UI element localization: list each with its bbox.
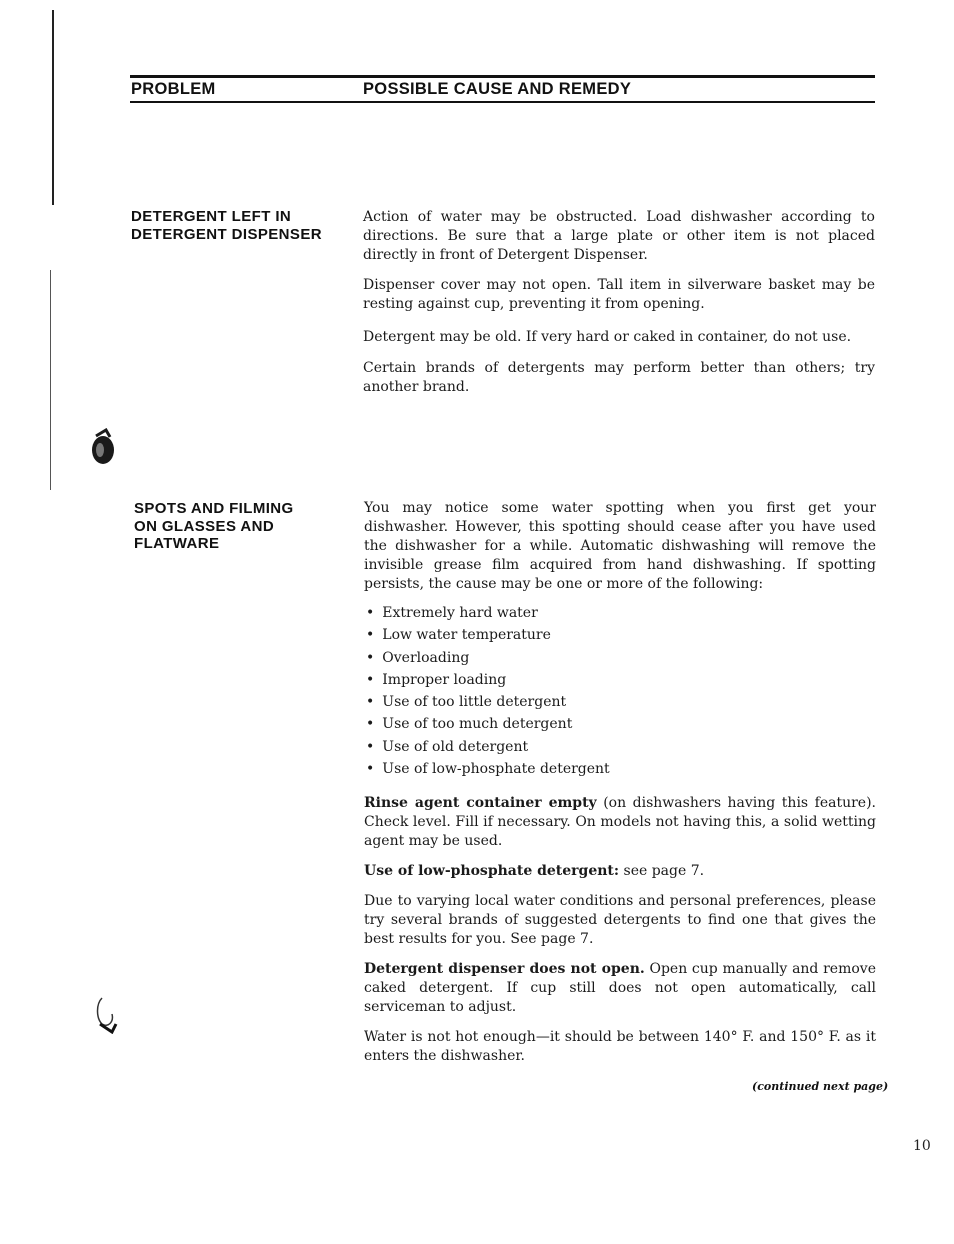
remedy-paragraph: Certain brands of detergents may perform better than others; try another brand. <box>363 360 875 395</box>
remedy-rinse-agent <box>364 794 876 851</box>
cause-list <box>364 602 876 780</box>
remedy-varying-conditions: Due to varying local water conditions and personal preferences, please try several brands of suggested detergents to find one that gives the best results for you. See page 7. <box>364 893 876 948</box>
cause-item: • Low water temperature <box>364 624 876 646</box>
problem-title-line: DETERGENT LEFT IN <box>131 208 292 225</box>
binder-hole-mark <box>90 994 120 1034</box>
header-bottom-rule <box>130 101 875 103</box>
binding-edge-mark <box>52 10 54 205</box>
problem-column-header: PROBLEM <box>131 80 216 98</box>
cause-item: • Use of too little detergent <box>364 691 876 713</box>
remedy-low-phosphate-text: see page 7. <box>619 863 705 880</box>
remedy-paragraph: Action of water may be obstructed. Load dishwasher according to directions. Be sure that a large plate or other item is not placed directly in front of Detergent Dispenser. <box>363 209 875 263</box>
remedy-paragraph: Detergent may be old. If very hard or caked in container, do not use. <box>363 329 852 345</box>
remedy-dispenser-lead: Detergent dispenser does not open. <box>364 961 645 978</box>
remedy-rinse-agent-text: (on dishwashers having this feature). Check level. Fill if necessary. On models not having this, a solid wetting agent may be used. <box>364 795 876 850</box>
binding-edge-mark <box>50 270 51 490</box>
binder-hole-mark <box>86 428 120 468</box>
remedy-dispenser-text: Open cup manually and remove caked detergent. If cup still does not open automatically, call serviceman to adjust. <box>364 961 876 1016</box>
remedy-detergent-left <box>363 208 875 408</box>
problem-title-line: ON GLASSES AND <box>134 517 275 535</box>
remedy-dispenser <box>364 960 876 1017</box>
remedy-paragraph: Dispenser cover may not open. Tall item in silverware basket may be resting against cup, preventing it from opening. <box>363 277 875 312</box>
cause-item: • Use of too much detergent <box>364 713 876 735</box>
cause-item: • Extremely hard water <box>364 602 876 624</box>
cause-column-header: POSSIBLE CAUSE AND REMEDY <box>363 80 632 98</box>
problem-title-line: SPOTS AND FILMING <box>134 500 294 517</box>
page-number: 10 <box>913 1138 931 1154</box>
remedy-spots-filming <box>364 499 876 1077</box>
cause-item: • Use of low-phosphate detergent <box>364 758 876 780</box>
remedy-water-temperature: Water is not hot enough—it should be between 140° F. and 150° F. as it enters the dishwasher. <box>364 1029 876 1065</box>
problem-title-line: DETERGENT DISPENSER <box>131 225 322 243</box>
remedy-low-phosphate <box>364 862 876 881</box>
remedy-low-phosphate-lead: Use of low-phosphate detergent: <box>364 863 620 880</box>
remedy-intro: You may notice some water spotting when you first get your dishwasher. However, this spotting should cease after you have used the dishwasher for a while. Automatic dishwashing will remove the invisible grease film acquired from hand dishwashing. If spotting persists, the cause may be one or more of the following: <box>364 500 876 592</box>
problem-title-spots-filming <box>134 500 294 553</box>
problem-title-line: FLATWARE <box>134 535 220 552</box>
problem-title-detergent-left <box>131 208 322 243</box>
cause-item: • Improper loading <box>364 669 876 691</box>
remedy-rinse-agent-lead: Rinse agent container empty <box>364 795 597 812</box>
continued-note: (continued next page) <box>752 1080 889 1093</box>
header-top-rule <box>130 75 875 78</box>
cause-item: • Overloading <box>364 647 876 669</box>
cause-item: • Use of old detergent <box>364 736 876 758</box>
